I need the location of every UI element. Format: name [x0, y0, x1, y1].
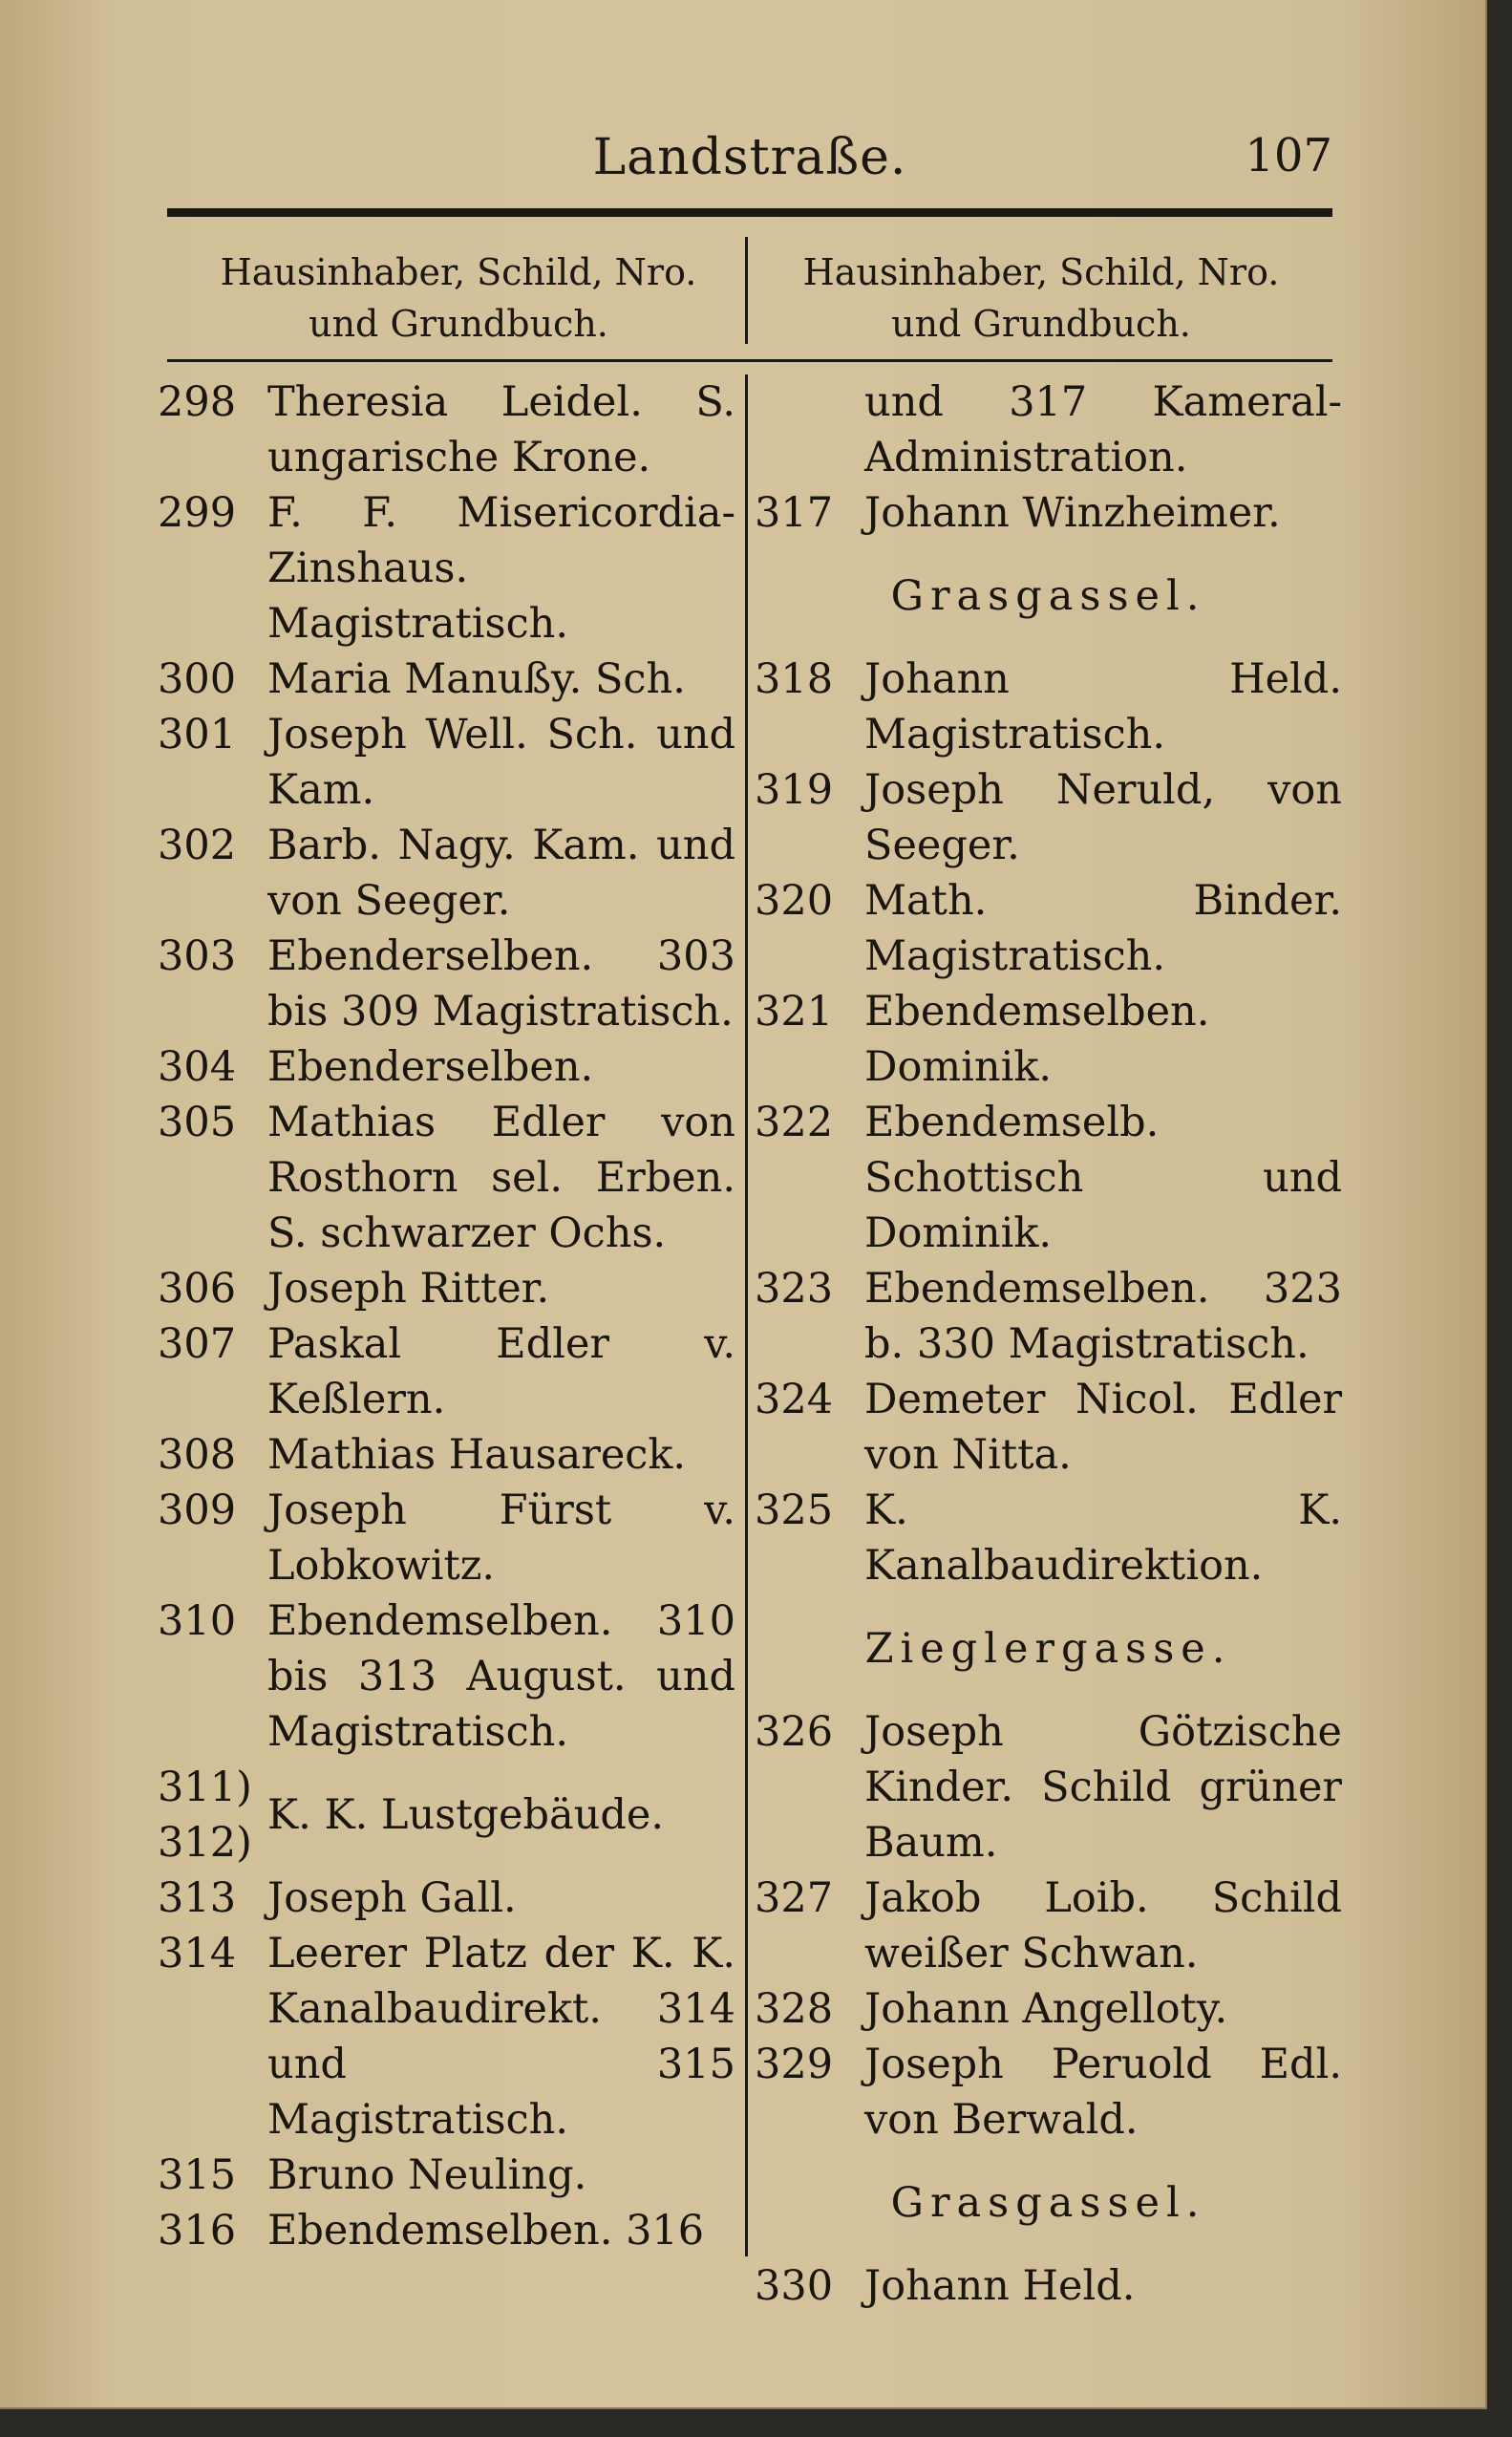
column-header-right-line1: Hausinhaber, Schild, Nro. [802, 251, 1280, 293]
entry-text: Joseph Götzische Kinder. Schild grüner Baum. [864, 1708, 1342, 1867]
entry-number: 301 [158, 711, 237, 759]
house-entry [158, 1871, 735, 1926]
entry-text: Ebenderselben. 303 bis 309 Magistratisch. [267, 932, 735, 1036]
left-column [158, 374, 735, 2258]
house-entry [755, 1095, 1342, 1261]
house-entry [755, 1372, 1342, 1483]
entry-number: 303 [158, 932, 237, 980]
house-entry [755, 652, 1342, 762]
right-entry-list-c [755, 1704, 1342, 2148]
entry-number: 327 [755, 1874, 834, 1922]
entry-number: 322 [755, 1099, 834, 1146]
house-entry [755, 1483, 1342, 1593]
right-entry-list-b [755, 652, 1342, 1593]
entry-text: F. F. Misericordia-Zinshaus. Magistratisch. [267, 489, 735, 648]
house-entry [158, 929, 735, 1039]
entry-number: 302 [158, 822, 237, 869]
entry-number: 298 [158, 378, 237, 426]
house-entry [158, 1261, 735, 1316]
entry-number: 316 [158, 2207, 237, 2255]
right-entry-list-a [755, 485, 1342, 541]
entry-text: Mathias Edler von Rosthorn sel. Erben. S. schwarzer Ochs. [267, 1099, 735, 1257]
house-entry [158, 1316, 735, 1427]
entry-number: 307 [158, 1320, 237, 1368]
entry-number: 318 [755, 655, 834, 703]
house-entry [158, 1483, 735, 1593]
entry-text: Math. Binder. Magistratisch. [864, 877, 1342, 980]
column-header-right [755, 246, 1328, 350]
entry-number: 330 [755, 2262, 834, 2310]
page-number: 107 [1245, 129, 1332, 182]
entry-number: 309 [158, 1486, 237, 1534]
entry-number: 306 [158, 1265, 237, 1313]
entry-text: Ebendemselben. Dominik. [864, 988, 1210, 1091]
entry-text: Ebendemselben. 310 bis 313 August. und Magistratisch. [267, 1597, 735, 1756]
house-entry [158, 485, 735, 652]
house-entry [158, 652, 735, 707]
entry-number: 312) [158, 1819, 252, 1867]
entry-text: Paskal Edler v. Keßlern. [267, 1320, 735, 1423]
running-header [167, 129, 1332, 196]
house-entry [158, 818, 735, 929]
entry-number: 326 [755, 1708, 834, 1756]
house-entry [158, 1427, 735, 1483]
column-header-left [172, 246, 745, 350]
entry-text: Ebendemselb. Schottisch und Dominik. [864, 1099, 1342, 1257]
entry-number: 328 [755, 1985, 834, 2033]
house-entry [755, 1871, 1342, 1981]
entry-number: 317 [755, 489, 834, 537]
header-column-divider [745, 237, 748, 344]
entry-text: Theresia Leidel. S. ungarische Krone. [267, 378, 735, 481]
house-entry [755, 1704, 1342, 1871]
entry-number: 310 [158, 1597, 237, 1645]
entry-text: Johann Held. [864, 2262, 1136, 2310]
street-heading-grasgassel-2: Grasgassel. [890, 2179, 1206, 2227]
entry-number: 319 [755, 766, 834, 814]
house-entry [755, 485, 1342, 541]
entry-text: Johann Winzheimer. [864, 489, 1281, 537]
house-entry [755, 762, 1342, 873]
entry-number: 320 [755, 877, 834, 925]
street-heading-zieglergasse: Zieglergasse. [864, 1625, 1232, 1673]
house-entry [755, 2037, 1342, 2148]
entry-number: 305 [158, 1099, 237, 1146]
house-entry [158, 2148, 735, 2203]
entry-text: Leerer Platz der K. K. Kanalbaudirekt. 314 und 315 Magistratisch. [267, 1930, 735, 2144]
house-entry [158, 1095, 735, 1261]
column-header-left-line1: Hausinhaber, Schild, Nro. [220, 251, 697, 293]
street-heading-grasgassel: Grasgassel. [890, 572, 1206, 620]
house-entry [755, 1981, 1342, 2037]
entry-text: Demeter Nicol. Edler von Nitta. [864, 1376, 1342, 1479]
entry-number: 313 [158, 1874, 237, 1922]
right-entry-list-d [755, 2258, 1342, 2314]
entry-number: 314 [158, 1930, 237, 1977]
entry-number: 300 [158, 655, 237, 703]
house-entry [755, 873, 1342, 984]
left-entry-list-2 [158, 1871, 735, 2258]
house-entry [755, 984, 1342, 1095]
entry-text: Joseph Gall. [267, 1874, 517, 1922]
right-column [755, 374, 1342, 2314]
entry-text: Johann Held. Magistratisch. [864, 655, 1342, 759]
page-title: Landstraße. [592, 129, 907, 186]
entry-text: Joseph Neruld, von Seeger. [864, 766, 1342, 869]
entry-text: Joseph Fürst v. Lobkowitz. [267, 1486, 735, 1590]
entry-text: Ebenderselben. [267, 1043, 594, 1091]
entry-number: 321 [755, 988, 834, 1036]
entry-text: K. K. Kanalbaudirektion. [864, 1486, 1342, 1590]
house-entry [158, 1926, 735, 2148]
house-entry [158, 1039, 735, 1095]
left-entry-list [158, 374, 735, 1760]
column-header-rule [167, 359, 1332, 362]
entry-text: Maria Manußy. Sch. [267, 655, 686, 703]
entry-number: 304 [158, 1043, 237, 1091]
entry-text: Jakob Loib. Schild weißer Schwan. [864, 1874, 1342, 1977]
entry-number: 324 [755, 1376, 834, 1423]
continuation-entry [755, 374, 1342, 485]
entry-text: Ebendemselben. 323 b. 330 Magistratisch. [864, 1265, 1342, 1368]
entry-text: Johann Angelloty. [864, 1985, 1228, 2033]
entry-text: K. K. Lustgebäude. [267, 1791, 664, 1839]
entry-text: Bruno Neuling. [267, 2151, 587, 2199]
house-entry [755, 1261, 1342, 1372]
entry-number: 323 [755, 1265, 834, 1313]
entry-number: 325 [755, 1486, 834, 1534]
entry-number: 315 [158, 2151, 237, 2199]
house-entry [158, 374, 735, 485]
brace-entry-311-312 [158, 1760, 735, 1871]
entry-text: Mathias Hausareck. [267, 1431, 687, 1479]
house-entry [158, 1593, 735, 1760]
entry-text: Ebendemselben. 316 [267, 2207, 705, 2255]
entry-text: und 317 Kameral-Administration. [864, 378, 1342, 481]
entry-text: Joseph Ritter. [267, 1265, 550, 1313]
column-header-left-line2: und Grundbuch. [309, 303, 608, 345]
header-rule [167, 208, 1332, 217]
house-entry [158, 707, 735, 818]
entry-number: 311) [158, 1764, 252, 1811]
column-header-right-line2: und Grundbuch. [891, 303, 1191, 345]
entry-number: 329 [755, 2041, 834, 2088]
entry-text: Joseph Peruold Edl. von Berwald. [864, 2041, 1342, 2144]
house-entry [158, 2203, 735, 2258]
column-divider [745, 374, 748, 2256]
entry-text: Joseph Well. Sch. und Kam. [267, 711, 735, 814]
entry-number: 308 [158, 1431, 237, 1479]
house-entry [755, 2258, 1342, 2314]
entry-text: Barb. Nagy. Kam. und von Seeger. [267, 822, 735, 925]
entry-number: 299 [158, 489, 237, 537]
